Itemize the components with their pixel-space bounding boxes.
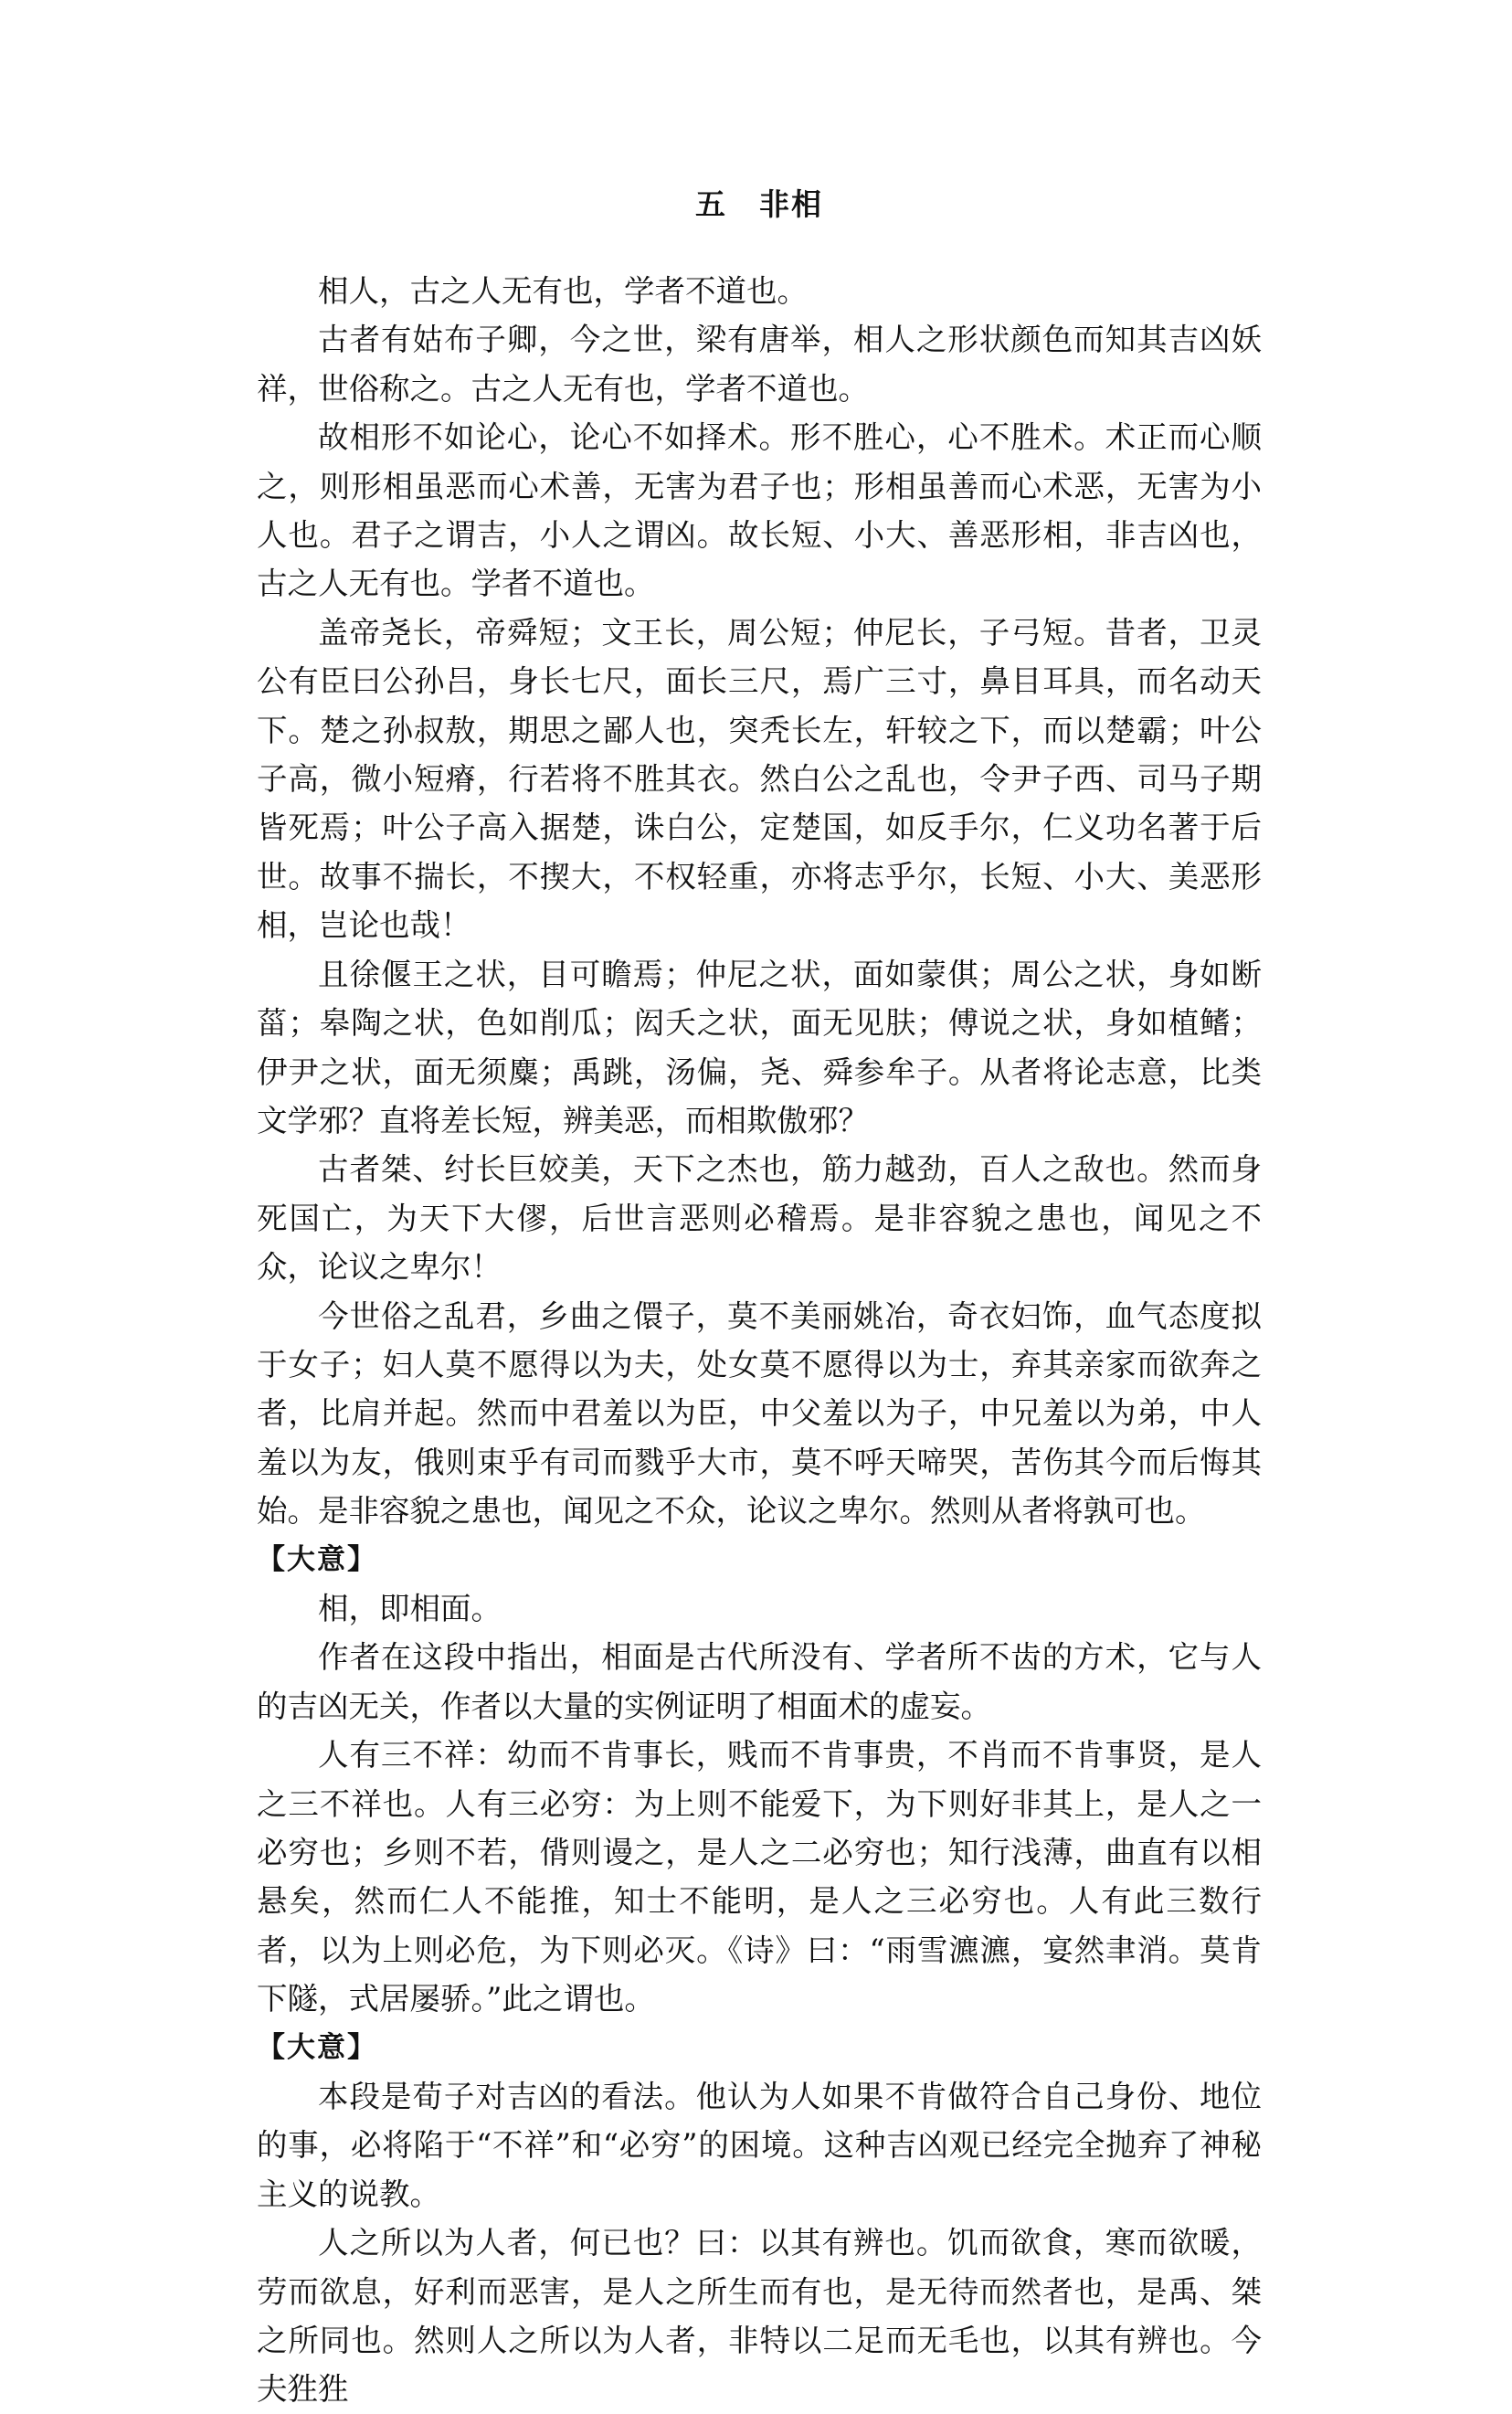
paragraph: 故相形不如论心，论心不如择术。形不胜心，心不胜术。术正而心顺之，则形相虽恶而心术善，无害为君子也；形相虽善而心术恶，无害为小人也。君子之谓吉，小人之谓凶。故长短、小大、善恶形相，非吉凶也，古之人无有也。学者不道也。 xyxy=(257,419,1262,602)
paragraph: 人之所以为人者，何已也？曰：以其有辨也。饥而欲食，寒而欲暖，劳而欲息，好利而恶害，是人之所生而有也，是无待而然者也，是禹、桀之所同也。然则人之所以为人者，非特以二足而无毛也，以其有辨也。今夫狌狌 xyxy=(257,2225,1262,2408)
paragraph: 相人，古之人无有也，学者不道也。 xyxy=(318,273,808,309)
section-heading: 【大意】 xyxy=(257,1542,377,1576)
paragraph: 且徐偃王之状，目可瞻焉；仲尼之状，面如蒙倛；周公之状，身如断菑；皋陶之状，色如削瓜；闳夭之状，面无见肤；傅说之状，身如植鳍；伊尹之状，面无须麋；禹跳，汤偏，尧、舜参牟子。从者将论志意，比类文学邪？直将差长短，辨美恶，而相欺傲邪？ xyxy=(257,956,1262,1138)
paragraph: 古者有姑布子卿，今之世，梁有唐举，相人之形状颜色而知其吉凶妖祥，世俗称之。古之人无有也，学者不道也。 xyxy=(257,322,1262,407)
chapter-title: 五 非相 xyxy=(695,186,823,222)
paragraph: 本段是荀子对吉凶的看法。他认为人如果不肯做符合自己身份、地位的事，必将陷于“不祥”和“必穷”的困境。这种吉凶观已经完全抛弃了神秘主义的说教。 xyxy=(257,2079,1262,2212)
document-page xyxy=(257,183,1262,2414)
paragraph: 盖帝尧长，帝舜短；文王长，周公短；仲尼长，子弓短。昔者，卫灵公有臣曰公孙吕，身长七尺，面长三尺，焉广三寸，鼻目耳具，而名动天下。楚之孙叔敖，期思之鄙人也，突秃长左，轩较之下，而以楚霸；叶公子高，微小短瘠，行若将不胜其衣。然白公之乱也，令尹子西、司马子期皆死焉；叶公子高入据楚，诛白公，定楚国，如反手尔，仁义功名著于后世。故事不揣长，不揳大，不权轻重，亦将志乎尔，长短、小大、美恶形相，岂论也哉！ xyxy=(257,614,1262,944)
paragraph: 古者桀、纣长巨姣美，天下之杰也，筋力越劲，百人之敌也。然而身死国亡，为天下大僇，后世言恶则必稽焉。是非容貌之患也，闻见之不众，论议之卑尔！ xyxy=(257,1151,1262,1286)
paragraph: 人有三不祥：幼而不肯事长，贱而不肯事贵，不肖而不肯事贤，是人之三不祥也。人有三必穷：为上则不能爱下，为下则好非其上，是人之一必穷也；乡则不若，偝则谩之，是人之二必穷也；知行浅薄，曲直有以相悬矣，然而仁人不能推，知士不能明，是人之三必穷也。人有此三数行者，以为上则必危，为下则必灭。《诗》曰：“雨雪瀌瀌，宴然聿消。莫肯下隧，式居屡骄。”此之谓也。 xyxy=(257,1737,1262,2017)
paragraph: 相，即相面。 xyxy=(318,1590,502,1626)
paragraph: 今世俗之乱君，乡曲之儇子，莫不美丽姚冶，奇衣妇饰，血气态度拟于女子；妇人莫不愿得以为夫，处女莫不愿得以为士，弃其亲家而欲奔之者，比肩并起。然而中君羞以为臣，中父羞以为子，中兄羞以为弟，中人羞以为友，俄则束乎有司而戮乎大市，莫不呼天啼哭，苦伤其今而后悔其始。是非容貌之患也，闻见之不众，论议之卑尔。然则从者将孰可也。 xyxy=(257,1297,1262,1530)
paragraph: 作者在这段中指出，相面是古代所没有、学者所不齿的方术，它与人的吉凶无关，作者以大量的实例证明了相面术的虚妄。 xyxy=(257,1639,1262,1724)
section-heading: 【大意】 xyxy=(257,2030,377,2064)
